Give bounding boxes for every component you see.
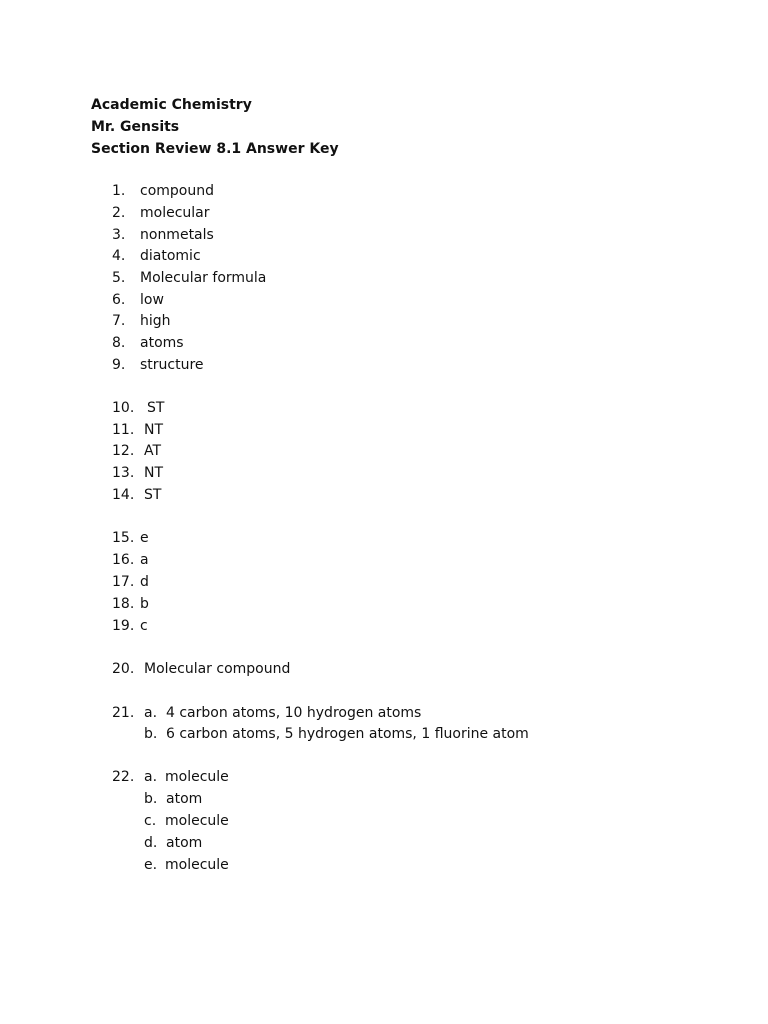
teacher-name: Mr. Gensits	[91, 119, 180, 135]
answer-text: nonmetals	[140, 227, 214, 243]
sub-letter: c.	[144, 813, 157, 829]
answer-text: high	[140, 313, 171, 329]
answer-number: 5.	[112, 270, 126, 286]
sub-answer: molecule	[165, 769, 229, 785]
answer-number: 1.	[112, 183, 126, 199]
answer-number: 9.	[112, 357, 126, 373]
answer-number: 6.	[112, 292, 126, 308]
sub-answer: molecule	[165, 813, 229, 829]
answer-text: compound	[140, 183, 214, 199]
answer-number: 19.	[112, 618, 135, 634]
answer-number: 20.	[112, 661, 135, 677]
answer-number: 2.	[112, 205, 126, 221]
answer-number: 10.	[112, 400, 135, 416]
answer-text: AT	[144, 443, 162, 459]
answer-text: NT	[144, 422, 164, 438]
answer-text: c	[140, 618, 148, 634]
answer-text: NT	[144, 465, 164, 481]
sub-letter: b.	[144, 791, 158, 807]
answer-number: 3.	[112, 227, 126, 243]
answer-number: 21.	[112, 705, 135, 721]
sub-answer: 4 carbon atoms, 10 hydrogen atoms	[166, 705, 422, 721]
sub-answer: atom	[166, 835, 203, 851]
sub-letter: b.	[144, 726, 158, 742]
answer-number: 8.	[112, 335, 126, 351]
sub-answer: molecule	[165, 857, 229, 873]
answer-text: low	[140, 292, 164, 308]
answer-text: e	[140, 530, 149, 546]
answer-number: 18.	[112, 596, 135, 612]
sub-letter: a.	[144, 705, 158, 721]
answer-text: ST	[147, 400, 165, 416]
answer-text: Molecular formula	[140, 270, 267, 286]
answer-text: a	[140, 552, 149, 568]
answer-number: 13.	[112, 465, 135, 481]
answer-text: Molecular compound	[144, 661, 291, 677]
document-title: Section Review 8.1 Answer Key	[91, 141, 339, 157]
answer-text: d	[140, 574, 149, 590]
answer-number: 15.	[112, 530, 135, 546]
answer-number: 12.	[112, 443, 135, 459]
course-name: Academic Chemistry	[91, 97, 252, 113]
answer-text: structure	[140, 357, 204, 373]
answer-text: atoms	[140, 335, 184, 351]
answer-number: 16.	[112, 552, 135, 568]
sub-letter: e.	[144, 857, 158, 873]
answer-text: molecular	[140, 205, 210, 221]
answer-text: ST	[144, 487, 162, 503]
sub-answer: atom	[166, 791, 203, 807]
sub-letter: d.	[144, 835, 158, 851]
sub-answer: 6 carbon atoms, 5 hydrogen atoms, 1 fluorine atom	[166, 726, 529, 742]
answer-text: b	[140, 596, 149, 612]
sub-letter: a.	[144, 769, 158, 785]
answer-number: 14.	[112, 487, 135, 503]
answer-number: 11.	[112, 422, 135, 438]
answer-number: 17.	[112, 574, 135, 590]
document-header	[91, 94, 339, 160]
answer-text: diatomic	[140, 248, 201, 264]
answer-number: 4.	[112, 248, 126, 264]
answer-number: 7.	[112, 313, 126, 329]
answer-number: 22.	[112, 769, 135, 785]
